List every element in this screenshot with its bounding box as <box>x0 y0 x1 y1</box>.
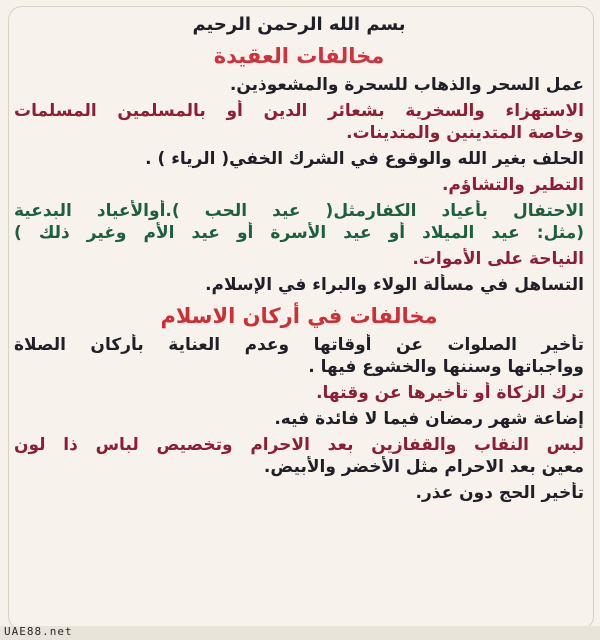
list-item: تأخير الصلوات عن أوقاتها وعدم العناية بأركان الصلاة <box>14 335 584 355</box>
list-item: وواجباتها وسننها والخشوع فيها . <box>308 357 584 377</box>
footer-strip <box>0 626 600 640</box>
list-item: ترك الزكاة أو تأخيرها عن وقتها. <box>316 383 584 403</box>
list-item: الحلف بغير الله والوقوع في الشرك الخفي( الرياء ) . <box>145 149 584 169</box>
section-title-aqeedah: مخالفات العقيدة <box>213 44 385 68</box>
list-item: التطير والتشاؤم. <box>441 175 584 195</box>
basmala: بسم الله الرحمن الرحيم <box>192 14 406 35</box>
list-item: الاستهزاء والسخرية بشعائر الدين أو بالمسلمين المسلمات <box>14 101 584 121</box>
list-item: إضاعة شهر رمضان فيما لا فائدة فيه. <box>274 409 584 429</box>
list-item: وخاصة المتدينين والمتدينات. <box>346 123 584 143</box>
list-item: الاحتفال بأعياد الكفارمثل( عيد الحب ).أوالأعياد البدعية <box>14 201 584 221</box>
document-body <box>14 8 584 508</box>
list-item: تأخير الحج دون عذر. <box>415 483 584 503</box>
list-item: التساهل في مسألة الولاء والبراء في الإسلام. <box>205 275 584 295</box>
list-item: (مثل: عيد الميلاد أو عيد الأسرة أو عيد الأم وغير ذلك ) <box>14 223 584 243</box>
list-item: معين بعد الاحرام مثل الأخضر والأبيض. <box>263 457 584 477</box>
section-title-arkan: مخالفات في أركان الاسلام <box>160 304 438 328</box>
watermark: UAE88.net <box>4 625 73 638</box>
list-item: النياحة على الأموات. <box>412 249 584 269</box>
list-item: عمل السحر والذهاب للسحرة والمشعوذين. <box>229 75 584 95</box>
list-item: لبس النقاب والقفازين بعد الاحرام وتخصيص لباس ذا لون <box>14 435 584 455</box>
